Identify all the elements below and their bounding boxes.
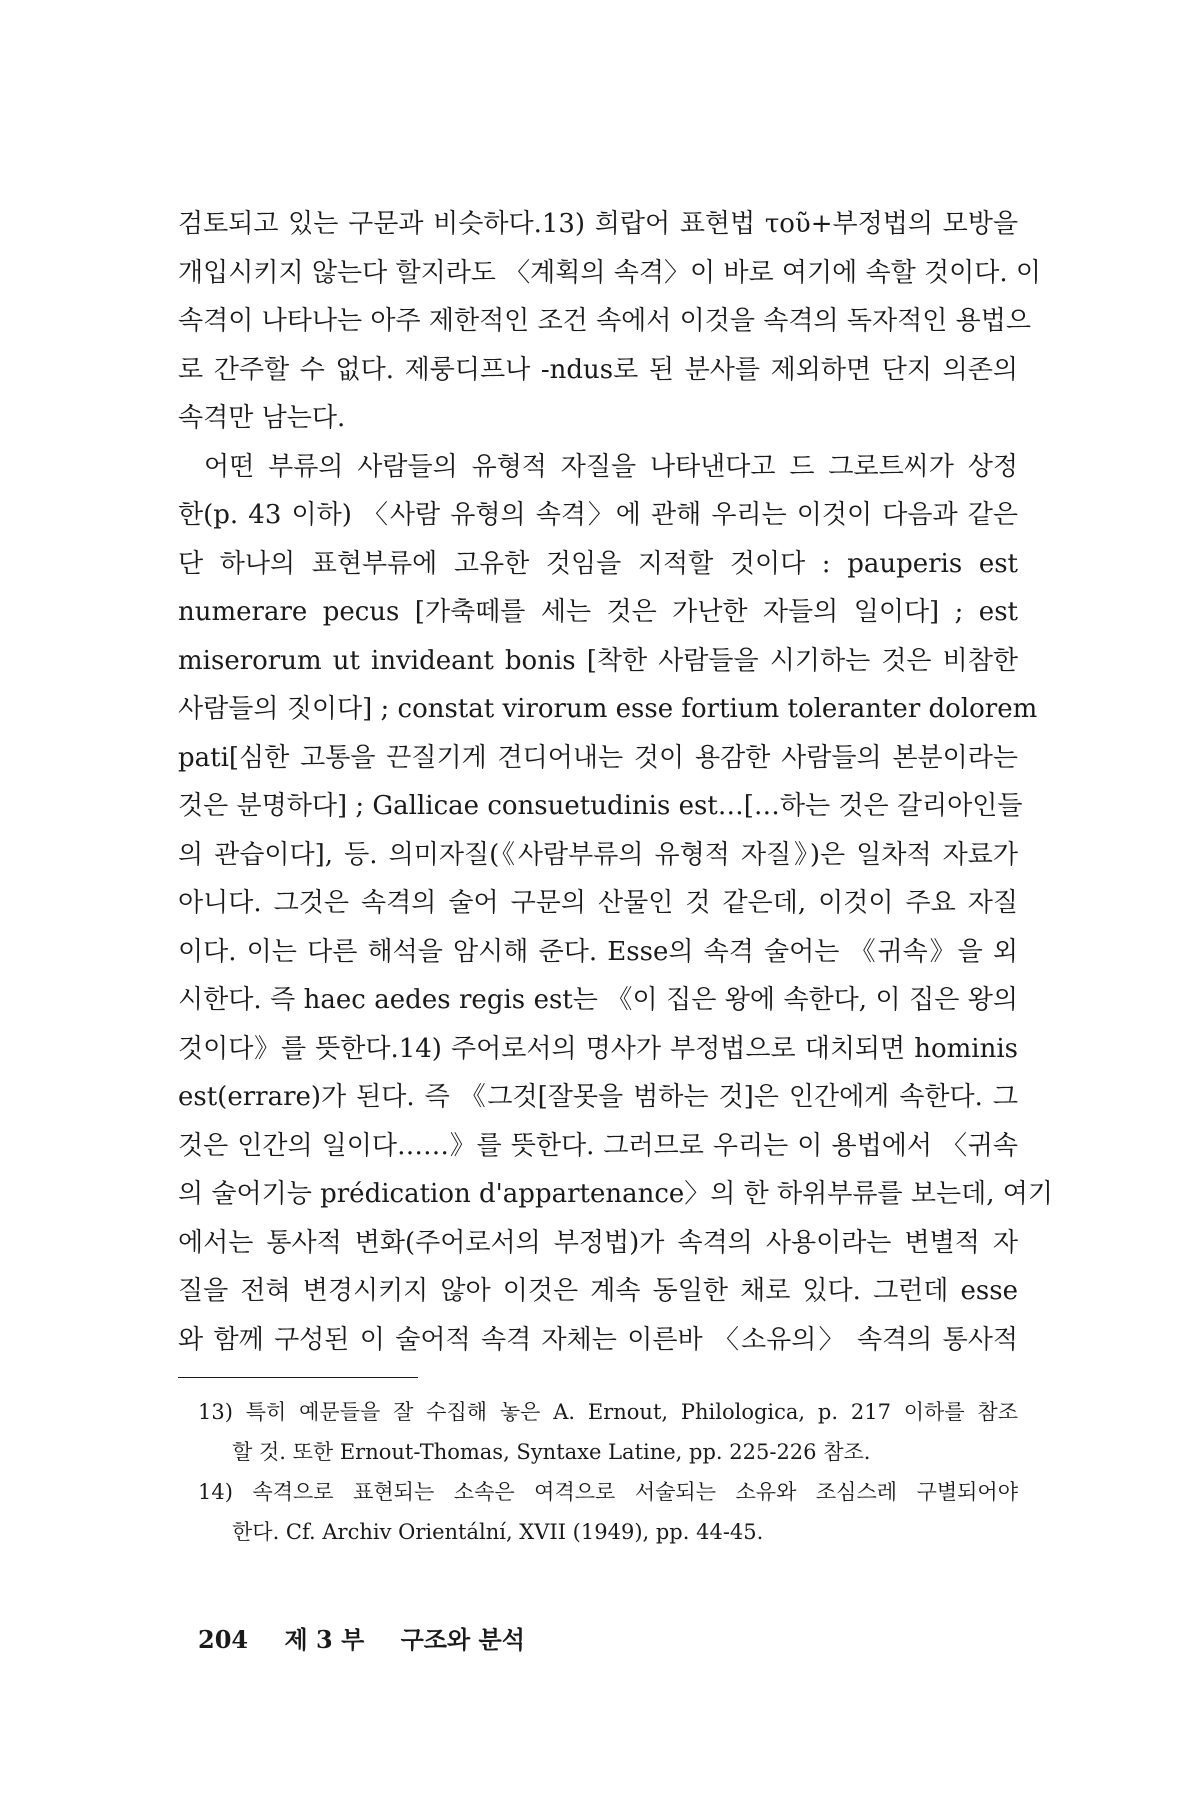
body-line: 속격만 남는다. [178, 403, 346, 433]
footnote-14-line: 14) 속격으로 표현되는 소속은 여격으로 서술되는 소유와 조심스레 구별되어야 [198, 1480, 1018, 1504]
body-line: 시한다. 즉 haec aedes regis est는 《이 집은 왕에 속한다, 이 집은 왕의 [178, 985, 1018, 1015]
page-footer [198, 1620, 553, 1655]
body-line: 한(p. 43 이하) 〈사람 유형의 속격〉에 관해 우리는 이것이 다음과 같은 [178, 500, 1018, 530]
body-line: 개입시키지 않는다 할지라도 〈계획의 속격〉이 바로 여기에 속할 것이다. 이 [178, 257, 1042, 288]
body-line: 속격이 나타나는 아주 제한적인 조건 속에서 이것을 속격의 독자적인 용법으 [178, 306, 1031, 336]
body-line: 것이다》를 뜻한다.14) 주어로서의 명사가 부정법으로 대치되면 hominis [178, 1033, 1018, 1064]
footnote-13-line: 할 것. 또한 Ernout-Thomas, Syntaxe Latine, pp. 225-226 참조. [232, 1440, 871, 1464]
body-line: miserorum ut invideant bonis [착한 사람들을 시기하는 것은 비참한 [178, 645, 1018, 676]
part-label: 제 3 부 [284, 1625, 365, 1654]
body-line: 것은 인간의 일이다……》를 뜻한다. 그러므로 우리는 이 용법에서 〈귀속 [178, 1130, 1018, 1161]
body-line: numerare pecus [가축떼를 세는 것은 가난한 자들의 일이다] ; est [178, 597, 1018, 627]
body-line: 검토되고 있는 구문과 비슷하다.13) 희랍어 표현법 τοῦ+부정법의 모방을 [178, 209, 1018, 239]
body-line: 에서는 통사적 변화(주어로서의 부정법)가 속격의 사용이라는 변별적 자 [178, 1227, 1018, 1258]
footnote-divider [178, 1377, 418, 1378]
body-line: 와 함께 구성된 이 술어적 속격 자체는 이른바 〈소유의〉 속격의 통사적 [178, 1324, 1018, 1355]
body-line: 의 술어기능 prédication d'appartenance〉의 한 하위부류를 보는데, 여기 [178, 1179, 1054, 1209]
footnote-13-line: 13) 특히 예문들을 잘 수집해 놓은 A. Ernout, Philologica, p. 217 이하를 참조 [198, 1400, 1018, 1424]
body-line: 단 하나의 표현부류에 고유한 것임을 지적할 것이다 : pauperis est [178, 548, 1018, 579]
part-title: 구조와 분석 [400, 1625, 525, 1654]
footnote-14-line: 한다. Cf. Archiv Orientální, XVII (1949), pp. 44-45. [232, 1520, 764, 1544]
body-text [178, 200, 1054, 1364]
body-line: 아니다. 그것은 속격의 술어 구문의 산물인 것 같은데, 이것이 주요 자질 [178, 888, 1018, 918]
body-line: 이다. 이는 다른 해석을 암시해 준다. Esse의 속격 술어는 《귀속》을 외 [178, 936, 1018, 967]
body-line: 질을 전혀 변경시키지 않아 이것은 계속 동일한 채로 있다. 그런데 esse [178, 1276, 1018, 1306]
body-line: est(errare)가 된다. 즉 《그것[잘못을 범하는 것]은 인간에게 속한다. 그 [178, 1082, 1018, 1112]
body-line: 어떤 부류의 사람들의 유형적 자질을 나타낸다고 드 그로트씨가 상정 [204, 451, 1018, 482]
body-line: 사람들의 짓이다] ; constat virorum esse fortium toleranter dolorem [178, 694, 1038, 724]
body-line: 의 관습이다], 등. 의미자질(《사람부류의 유형적 자질》)은 일차적 자료가 [178, 839, 1018, 870]
footnotes [198, 1392, 1018, 1552]
body-line: pati[심한 고통을 끈질기게 견디어내는 것이 용감한 사람들의 본분이라는 [178, 742, 1018, 773]
body-line: 것은 분명하다] ; Gallicae consuetudinis est…[…하는 것은 갈리아인들 [178, 791, 1023, 821]
page-number: 204 [198, 1625, 249, 1654]
body-line: 로 간주할 수 없다. 제룽디프나 -ndus로 된 분사를 제외하면 단지 의존의 [178, 354, 1018, 385]
